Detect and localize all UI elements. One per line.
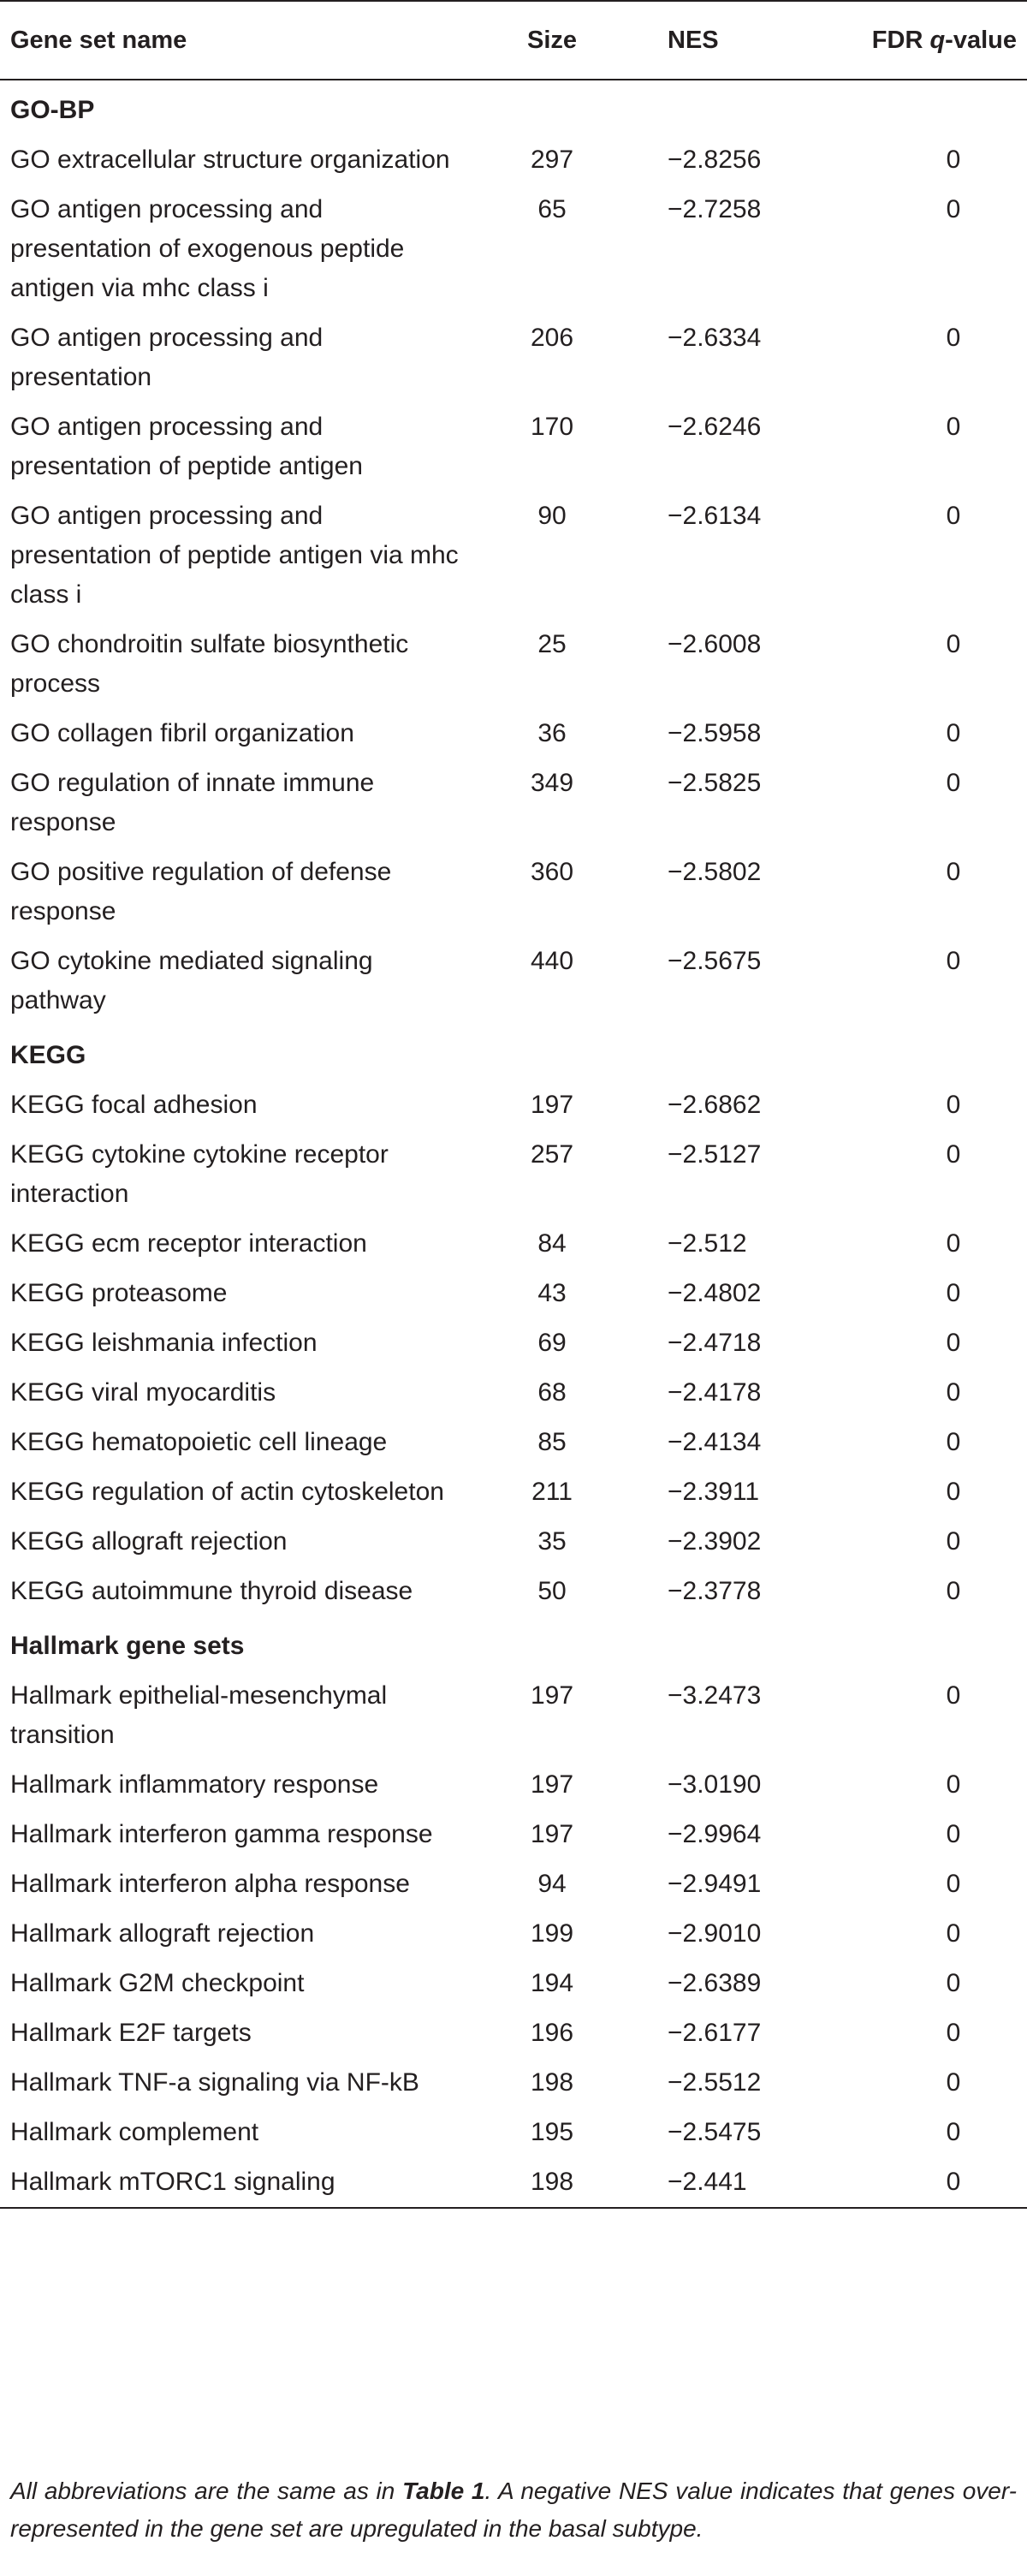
table-row bbox=[0, 1418, 1027, 1467]
cell-size: 197 bbox=[530, 1681, 574, 1710]
cell-fdr-q-value: 0 bbox=[946, 2019, 961, 2047]
cell-size: 349 bbox=[530, 769, 574, 797]
section-title: KEGG bbox=[10, 1041, 86, 1069]
header-gene-set-name: Gene set name bbox=[10, 26, 187, 54]
header-fdr-q: q bbox=[929, 26, 946, 54]
cell-size: 50 bbox=[537, 1577, 567, 1605]
cell-size: 206 bbox=[530, 324, 574, 352]
cell-gene-set-name: Hallmark allograft rejection bbox=[10, 1919, 315, 1948]
table-row bbox=[0, 1567, 1027, 1616]
cell-fdr-q-value: 0 bbox=[946, 413, 961, 441]
cell-nes: −2.6008 bbox=[668, 630, 762, 658]
cell-gene-set-name: KEGG viral myocarditis bbox=[10, 1378, 276, 1407]
table-row bbox=[0, 1909, 1027, 1959]
cell-nes: −2.4178 bbox=[668, 1378, 762, 1407]
table-row bbox=[0, 1671, 1027, 1760]
cell-size: 85 bbox=[537, 1428, 567, 1456]
cell-gene-set-name: KEGG ecm receptor interaction bbox=[10, 1229, 367, 1258]
cell-nes: −2.441 bbox=[668, 2168, 747, 2196]
cell-gene-set-name: GO cytokine mediated signaling pathway bbox=[10, 947, 373, 1014]
table-row bbox=[0, 1859, 1027, 1909]
cell-size: 195 bbox=[530, 2118, 574, 2146]
cell-nes: −2.6334 bbox=[668, 324, 762, 352]
section-title: GO-BP bbox=[10, 96, 95, 124]
cell-gene-set-name: KEGG cytokine cytokine receptor interaction bbox=[10, 1140, 389, 1208]
cell-nes: −2.7258 bbox=[668, 195, 762, 223]
cell-fdr-q-value: 0 bbox=[946, 630, 961, 658]
cell-gene-set-name: KEGG proteasome bbox=[10, 1279, 228, 1307]
header-nes: NES bbox=[668, 26, 719, 54]
header-fdr-prefix: FDR bbox=[871, 26, 930, 54]
cell-nes: −2.5675 bbox=[668, 947, 762, 975]
cell-nes: −2.5475 bbox=[668, 2118, 762, 2146]
cell-nes: −2.9964 bbox=[668, 1820, 762, 1848]
cell-fdr-q-value: 0 bbox=[946, 324, 961, 352]
cell-size: 197 bbox=[530, 1820, 574, 1848]
cell-nes: −2.3778 bbox=[668, 1577, 762, 1605]
cell-gene-set-name: Hallmark E2F targets bbox=[10, 2019, 252, 2047]
table-row bbox=[0, 2157, 1027, 2208]
table-row bbox=[0, 491, 1027, 620]
cell-nes: −2.8256 bbox=[668, 146, 762, 174]
cell-fdr-q-value: 0 bbox=[946, 1478, 961, 1506]
table-row bbox=[0, 759, 1027, 848]
cell-gene-set-name: KEGG leishmania infection bbox=[10, 1329, 318, 1357]
cell-size: 84 bbox=[537, 1229, 567, 1258]
cell-size: 440 bbox=[530, 947, 574, 975]
cell-fdr-q-value: 0 bbox=[946, 858, 961, 886]
cell-nes: −2.5958 bbox=[668, 719, 762, 747]
cell-nes: −2.9010 bbox=[668, 1919, 762, 1948]
cell-nes: −2.5825 bbox=[668, 769, 762, 797]
cell-fdr-q-value: 0 bbox=[946, 1428, 961, 1456]
cell-size: 35 bbox=[537, 1527, 567, 1556]
cell-fdr-q-value: 0 bbox=[946, 1229, 961, 1258]
cell-size: 199 bbox=[530, 1919, 574, 1948]
table-row bbox=[0, 313, 1027, 402]
table-row bbox=[0, 135, 1027, 185]
cell-fdr-q-value: 0 bbox=[946, 1919, 961, 1948]
cell-size: 90 bbox=[537, 502, 567, 530]
header-fdr-q-value bbox=[830, 1, 1027, 80]
cell-nes: −2.9491 bbox=[668, 1870, 762, 1898]
cell-nes: −2.3911 bbox=[668, 1478, 760, 1506]
cell-size: 170 bbox=[530, 413, 574, 441]
table-row bbox=[0, 1760, 1027, 1810]
table-row bbox=[0, 1219, 1027, 1269]
cell-size: 65 bbox=[537, 195, 567, 223]
cell-nes: −2.6134 bbox=[668, 502, 762, 530]
cell-nes: −2.3902 bbox=[668, 1527, 762, 1556]
cell-size: 36 bbox=[537, 719, 567, 747]
cell-gene-set-name: Hallmark interferon gamma response bbox=[10, 1820, 433, 1848]
cell-gene-set-name: GO regulation of innate immune response bbox=[10, 769, 375, 836]
cell-fdr-q-value: 0 bbox=[946, 1527, 961, 1556]
cell-gene-set-name: GO antigen processing and presentation of exogenous peptide antigen via mhc class i bbox=[10, 195, 405, 302]
table-row bbox=[0, 937, 1027, 1026]
cell-fdr-q-value: 0 bbox=[946, 719, 961, 747]
cell-size: 197 bbox=[530, 1770, 574, 1799]
cell-gene-set-name: KEGG allograft rejection bbox=[10, 1527, 288, 1556]
cell-gene-set-name: KEGG hematopoietic cell lineage bbox=[10, 1428, 388, 1456]
cell-nes: −2.6177 bbox=[668, 2019, 762, 2047]
table-row bbox=[0, 2108, 1027, 2157]
cell-fdr-q-value: 0 bbox=[946, 1969, 961, 1997]
table-row bbox=[0, 402, 1027, 491]
table-header bbox=[0, 1, 1027, 80]
cell-size: 360 bbox=[530, 858, 574, 886]
cell-nes: −2.6246 bbox=[668, 413, 762, 441]
cell-gene-set-name: KEGG focal adhesion bbox=[10, 1091, 258, 1119]
cell-size: 94 bbox=[537, 1870, 567, 1898]
cell-size: 68 bbox=[537, 1378, 567, 1407]
cell-nes: −2.512 bbox=[668, 1229, 747, 1258]
cell-size: 197 bbox=[530, 1091, 574, 1119]
cell-gene-set-name: GO antigen processing and presentation of peptide antigen bbox=[10, 413, 363, 480]
cell-size: 25 bbox=[537, 630, 567, 658]
table-row bbox=[0, 1368, 1027, 1418]
table-row bbox=[0, 1080, 1027, 1130]
cell-gene-set-name: Hallmark complement bbox=[10, 2118, 259, 2146]
cell-gene-set-name: GO extracellular structure organization bbox=[10, 146, 450, 174]
cell-nes: −2.6389 bbox=[668, 1969, 762, 1997]
table-footnote bbox=[10, 2472, 1017, 2548]
cell-size: 257 bbox=[530, 1140, 574, 1169]
table-row bbox=[0, 848, 1027, 937]
table-row bbox=[0, 1318, 1027, 1368]
section-heading-row bbox=[0, 1026, 1027, 1080]
cell-gene-set-name: GO collagen fibril organization bbox=[10, 719, 354, 747]
cell-fdr-q-value: 0 bbox=[946, 502, 961, 530]
cell-fdr-q-value: 0 bbox=[946, 1681, 961, 1710]
cell-gene-set-name: KEGG autoimmune thyroid disease bbox=[10, 1577, 413, 1605]
cell-gene-set-name: GO chondroitin sulfate biosynthetic process bbox=[10, 630, 409, 698]
cell-nes: −2.4718 bbox=[668, 1329, 762, 1357]
cell-gene-set-name: Hallmark epithelial-mesenchymal transition bbox=[10, 1681, 388, 1749]
cell-fdr-q-value: 0 bbox=[946, 1329, 961, 1357]
cell-gene-set-name: Hallmark mTORC1 signaling bbox=[10, 2168, 335, 2196]
cell-fdr-q-value: 0 bbox=[946, 1140, 961, 1169]
section-kegg bbox=[0, 1026, 1027, 1616]
cell-fdr-q-value: 0 bbox=[946, 1279, 961, 1307]
cell-fdr-q-value: 0 bbox=[946, 146, 961, 174]
cell-nes: −2.4802 bbox=[668, 1279, 762, 1307]
cell-size: 297 bbox=[530, 146, 574, 174]
cell-nes: −2.5802 bbox=[668, 858, 762, 886]
section-heading-row bbox=[0, 80, 1027, 135]
header-size: Size bbox=[526, 26, 578, 54]
cell-nes: −2.5512 bbox=[668, 2068, 762, 2097]
cell-fdr-q-value: 0 bbox=[946, 1577, 961, 1605]
cell-fdr-q-value: 0 bbox=[946, 1820, 961, 1848]
cell-fdr-q-value: 0 bbox=[946, 1378, 961, 1407]
cell-nes: −2.4134 bbox=[668, 1428, 762, 1456]
cell-gene-set-name: GO antigen processing and presentation of peptide antigen via mhc class i bbox=[10, 502, 459, 609]
table-row bbox=[0, 1467, 1027, 1517]
cell-gene-set-name: Hallmark TNF-a signaling via NF-kB bbox=[10, 2068, 419, 2097]
section-title: Hallmark gene sets bbox=[10, 1632, 245, 1660]
cell-fdr-q-value: 0 bbox=[946, 1091, 961, 1119]
table-row bbox=[0, 2058, 1027, 2108]
cell-size: 211 bbox=[531, 1478, 573, 1506]
footnote-table-ref: Table 1 bbox=[402, 2478, 485, 2504]
cell-nes: −3.2473 bbox=[668, 1681, 762, 1710]
cell-nes: −3.0190 bbox=[668, 1770, 762, 1799]
cell-fdr-q-value: 0 bbox=[946, 2118, 961, 2146]
table-row bbox=[0, 620, 1027, 709]
cell-fdr-q-value: 0 bbox=[946, 1870, 961, 1898]
footnote-part2: . A negative NES value indicates that genes over-represented in the gene set are upregulated in the basal subtype. bbox=[10, 2478, 1017, 2542]
cell-size: 198 bbox=[530, 2068, 574, 2097]
cell-size: 194 bbox=[530, 1969, 574, 1997]
cell-gene-set-name: Hallmark inflammatory response bbox=[10, 1770, 379, 1799]
table-row bbox=[0, 1269, 1027, 1318]
cell-size: 69 bbox=[537, 1329, 567, 1357]
table-row bbox=[0, 1959, 1027, 2008]
table-row bbox=[0, 709, 1027, 759]
cell-fdr-q-value: 0 bbox=[946, 947, 961, 975]
cell-gene-set-name: KEGG regulation of actin cytoskeleton bbox=[10, 1478, 444, 1506]
cell-fdr-q-value: 0 bbox=[946, 1770, 961, 1799]
footnote-part1: All abbreviations are the same as in bbox=[10, 2478, 403, 2504]
cell-gene-set-name: Hallmark interferon alpha response bbox=[10, 1870, 410, 1898]
cell-fdr-q-value: 0 bbox=[946, 195, 961, 223]
table-row bbox=[0, 1517, 1027, 1567]
header-fdr-suffix: -value bbox=[945, 26, 1017, 54]
cell-size: 196 bbox=[530, 2019, 574, 2047]
cell-size: 43 bbox=[537, 1279, 567, 1307]
cell-nes: −2.6862 bbox=[668, 1091, 762, 1119]
table-row bbox=[0, 1810, 1027, 1859]
table-row bbox=[0, 2008, 1027, 2058]
cell-fdr-q-value: 0 bbox=[946, 769, 961, 797]
cell-gene-set-name: GO positive regulation of defense response bbox=[10, 858, 392, 925]
cell-size: 198 bbox=[530, 2168, 574, 2196]
cell-gene-set-name: GO antigen processing and presentation bbox=[10, 324, 324, 391]
cell-nes: −2.5127 bbox=[668, 1140, 762, 1169]
cell-gene-set-name: Hallmark G2M checkpoint bbox=[10, 1969, 305, 1997]
cell-fdr-q-value: 0 bbox=[946, 2168, 961, 2196]
table-row bbox=[0, 185, 1027, 313]
cell-fdr-q-value: 0 bbox=[946, 2068, 961, 2097]
section-heading-row bbox=[0, 1616, 1027, 1671]
section-hallmark bbox=[0, 1616, 1027, 2208]
table-row bbox=[0, 1130, 1027, 1219]
section-go-bp bbox=[0, 80, 1027, 1026]
